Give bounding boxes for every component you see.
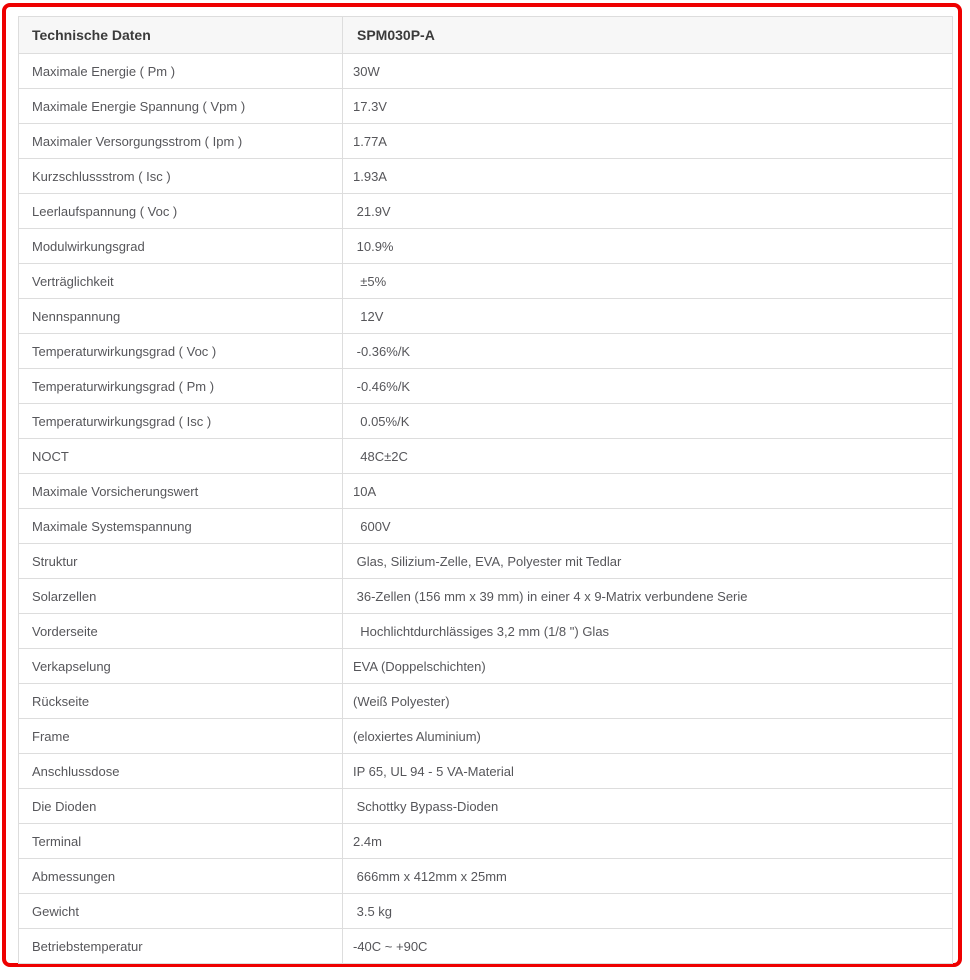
spec-row xyxy=(19,439,953,474)
spec-value-cell: -0.46%/K xyxy=(343,369,953,404)
spec-value-cell: 1.77A xyxy=(343,124,953,159)
spec-label-cell: Temperaturwirkungsgrad ( Isc ) xyxy=(19,404,343,439)
spec-row xyxy=(19,859,953,894)
spec-label-cell: Betriebstemperatur xyxy=(19,929,343,964)
spec-label-cell: Maximale Energie Spannung ( Vpm ) xyxy=(19,89,343,124)
spec-label-cell: Modulwirkungsgrad xyxy=(19,229,343,264)
spec-value-cell: -0.36%/K xyxy=(343,334,953,369)
header-cell-model: SPM030P-A xyxy=(343,17,953,54)
spec-row xyxy=(19,929,953,964)
spec-row xyxy=(19,649,953,684)
spec-label-cell: Frame xyxy=(19,719,343,754)
spec-row xyxy=(19,614,953,649)
spec-label-cell: Abmessungen xyxy=(19,859,343,894)
spec-row xyxy=(19,509,953,544)
spec-value-cell: IP 65, UL 94 - 5 VA-Material xyxy=(343,754,953,789)
spec-row xyxy=(19,54,953,89)
spec-row xyxy=(19,719,953,754)
spec-value-cell: 48C±2C xyxy=(343,439,953,474)
spec-label-cell: Temperaturwirkungsgrad ( Voc ) xyxy=(19,334,343,369)
spec-value-cell: 12V xyxy=(343,299,953,334)
spec-row xyxy=(19,894,953,929)
spec-label-cell: Terminal xyxy=(19,824,343,859)
spec-row xyxy=(19,124,953,159)
spec-table-body xyxy=(19,54,953,964)
spec-value-cell: -40C ~ +90C xyxy=(343,929,953,964)
spec-value-cell: (eloxiertes Aluminium) xyxy=(343,719,953,754)
spec-value-cell: (Weiß Polyester) xyxy=(343,684,953,719)
spec-value-cell: 30W xyxy=(343,54,953,89)
spec-row xyxy=(19,824,953,859)
spec-value-cell: Hochlichtdurchlässiges 3,2 mm (1/8 ") Glas xyxy=(343,614,953,649)
spec-row xyxy=(19,89,953,124)
spec-value-cell: 0.05%/K xyxy=(343,404,953,439)
spec-value-cell: 1.93A xyxy=(343,159,953,194)
spec-table xyxy=(18,16,953,964)
spec-label-cell: Maximaler Versorgungsstrom ( Ipm ) xyxy=(19,124,343,159)
spec-label-cell: NOCT xyxy=(19,439,343,474)
spec-value-cell: ±5% xyxy=(343,264,953,299)
spec-label-cell: Die Dioden xyxy=(19,789,343,824)
spec-row xyxy=(19,754,953,789)
spec-row xyxy=(19,229,953,264)
spec-label-cell: Solarzellen xyxy=(19,579,343,614)
spec-value-cell: 3.5 kg xyxy=(343,894,953,929)
spec-row xyxy=(19,194,953,229)
spec-label-cell: Kurzschlussstrom ( Isc ) xyxy=(19,159,343,194)
spec-value-cell: 600V xyxy=(343,509,953,544)
spec-label-cell: Verkapselung xyxy=(19,649,343,684)
spec-label-cell: Nennspannung xyxy=(19,299,343,334)
spec-label-cell: Struktur xyxy=(19,544,343,579)
spec-row xyxy=(19,474,953,509)
spec-label-cell: Gewicht xyxy=(19,894,343,929)
spec-row xyxy=(19,334,953,369)
spec-label-cell: Verträglichkeit xyxy=(19,264,343,299)
spec-value-cell: 666mm x 412mm x 25mm xyxy=(343,859,953,894)
spec-label-cell: Maximale Systemspannung xyxy=(19,509,343,544)
spec-value-cell: 10A xyxy=(343,474,953,509)
spec-value-cell: Glas, Silizium-Zelle, EVA, Polyester mit Tedlar xyxy=(343,544,953,579)
spec-value-cell: 10.9% xyxy=(343,229,953,264)
spec-row xyxy=(19,544,953,579)
spec-label-cell: Rückseite xyxy=(19,684,343,719)
spec-value-cell: 21.9V xyxy=(343,194,953,229)
spec-value-cell: 2.4m xyxy=(343,824,953,859)
spec-label-cell: Anschlussdose xyxy=(19,754,343,789)
spec-row xyxy=(19,159,953,194)
spec-label-cell: Temperaturwirkungsgrad ( Pm ) xyxy=(19,369,343,404)
table-header-row xyxy=(19,17,953,54)
spec-row xyxy=(19,369,953,404)
spec-row xyxy=(19,264,953,299)
spec-row xyxy=(19,789,953,824)
spec-row xyxy=(19,684,953,719)
spec-row xyxy=(19,404,953,439)
spec-label-cell: Maximale Energie ( Pm ) xyxy=(19,54,343,89)
spec-row xyxy=(19,299,953,334)
spec-value-cell: Schottky Bypass-Dioden xyxy=(343,789,953,824)
spec-label-cell: Leerlaufspannung ( Voc ) xyxy=(19,194,343,229)
spec-value-cell: 17.3V xyxy=(343,89,953,124)
spec-value-cell: EVA (Doppelschichten) xyxy=(343,649,953,684)
spec-label-cell: Vorderseite xyxy=(19,614,343,649)
spec-row xyxy=(19,579,953,614)
spec-value-cell: 36-Zellen (156 mm x 39 mm) in einer 4 x 9-Matrix verbundene Serie xyxy=(343,579,953,614)
spec-label-cell: Maximale Vorsicherungswert xyxy=(19,474,343,509)
header-cell-technische-daten: Technische Daten xyxy=(19,17,343,54)
